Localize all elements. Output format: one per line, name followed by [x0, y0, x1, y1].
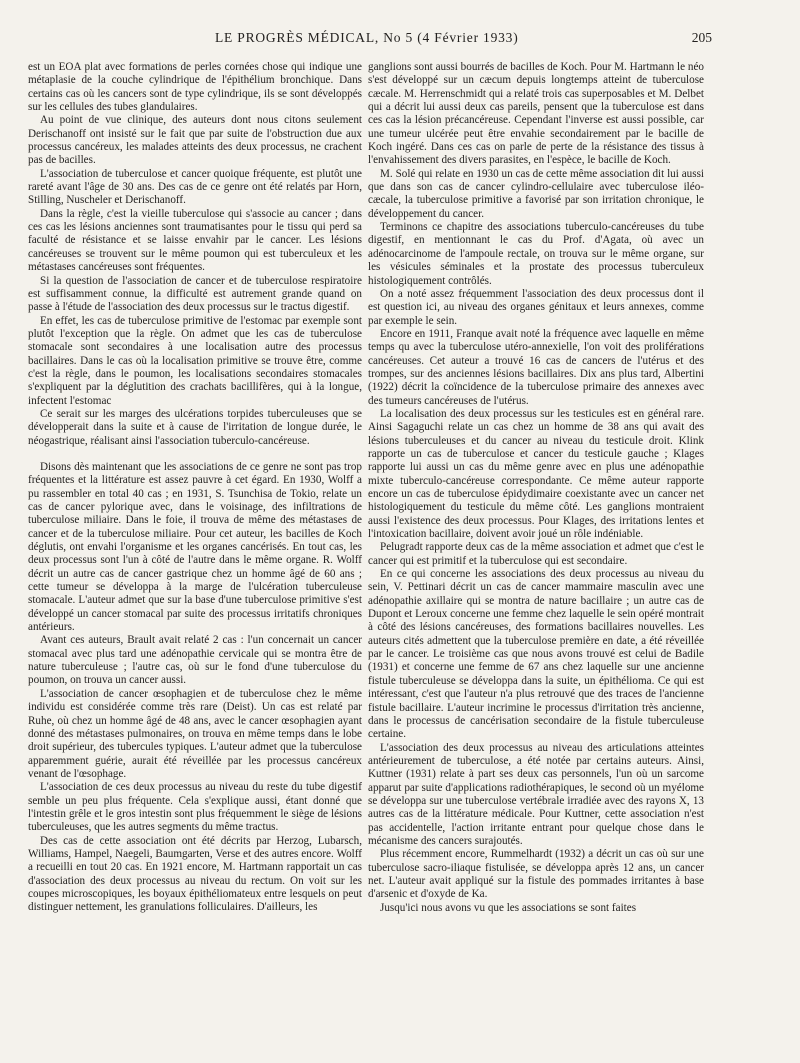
paragraph: Avant ces auteurs, Brault avait relaté 2 cas : l'un concernait un cancer stomacal avec plus tard une adénopathie cervicale qui se montra être de nature tuberculeuse ; l'autre cas, où sur le fond d'une tuberculose du poumon, on trouva un cancer aussi. [28, 634, 362, 687]
paragraph: Disons dès maintenant que les associations de ce genre ne sont pas trop fréquentes et la littérature est assez pauvre à cet égard. En 1930, Wolff a pu rassembler en total 40 cas ; en 1931, S. Tsunchisa de Tokio, relate un cas de cancer pylorique avec, dans le voisinage, des infiltrations de tuberculose miliaire. Dans le foie, il trouva de même des métastases de cancer et de la tuberculose miliaire. Pour cet auteur, les bacilles de Koch déglutis, ont envahi l'organisme et les organes cancérisés. En tout cas, les deux processus sont l'un à côté de l'autre dans le même organe. R. Wolff décrit un autre cas de cancer gastrique chez un homme âgé de 60 ans ; cette tumeur se développa à la marge de l'ulcération tuberculeuse stomacale. L'auteur admet que sur la base d'une tuberculose primitive s'est développé un cancer stomacal par suite des processus irritatifs chroniques antérieurs. [28, 460, 362, 634]
page-number: 205 [691, 30, 712, 45]
running-header [215, 30, 712, 50]
paragraph: Jusqu'ici nous avons vu que les associations se sont faites [380, 901, 637, 914]
paragraph: L'association de cancer œsophagien et de tuberculose chez le même individu est considérée comme très rare (Deist). Un cas est relaté par Ruhe, où chez un homme âgé de 48 ans, avec le cancer œsophagien ayant donné des métastases pulmonaires, on trouva en même temps dans le lobe droit supérieur, des tubercules typiques. L'auteur admet que la tuberculose apparemment guérie, aurait été réveillée par les processus cancéreux venant de l'œsophage. [28, 687, 362, 780]
paragraph: En ce qui concerne les associations des deux processus au niveau du sein, V. Pettinari décrit un cas de cancer mammaire masculin avec une adénopathie axillaire qui se montra de nature bacillaire ; un autre cas de Dupont et Leroux concerne une femme chez laquelle le sein opéré montrait à côté des lésions cancéreuses, des formations bacillaires nouvelles. Les auteurs cités admettent que la tuberculose première en date, a été réveillée par le cancer. Le troisième cas que nous avons trouvé est celui de Badile (1931) et concerne une femme de 67 ans chez laquelle sur une ancienne fistule tuberculeuse se développa dans la suite, un épithélioma. Ce qui est intéressant, c'est que l'auteur n'a plus retrouvé que des traces de l'ancienne fistule bacillaire. L'auteur incrimine le processus d'irritation très ancienne, dans le processus de cancérisation secondaire de la fistule tuberculeuse certaine. [368, 568, 704, 741]
paragraph: L'association de tuberculose et cancer quoique fréquente, est plutôt une rareté avant l'âge de 30 ans. Des cas de ce genre ont été relatés par Horn, Stilling, Nuscheler et Derischanoff. [28, 167, 362, 207]
paragraph: Terminons ce chapitre des associations tuberculo-cancéreuses du tube digestif, en mentionnant le cas du Prof. d'Agata, où avec un adénocarcinome de l'ampoule rectale, on trouva sur le même organe, sur les vésicules séminales et la prostate des processus tuberculeux histologiquement contrôlés. [368, 221, 704, 287]
paragraph: Pelugradt rapporte deux cas de la même association et admet que c'est le cancer qui est primitif et la tuberculose qui est secondaire. [368, 541, 704, 567]
paragraph: La localisation des deux processus sur les testicules est en général rare. Ainsi Sagaguchi relate un cas chez un homme de 38 ans qui avait des lésions tuberculeuses et du cancer au niveau du testicule droit. Klink rapporte un cas de tuberculose et cancer du testicule gauche ; Klages rapporte lui aussi un cas du même genre avec en plus une adénopathie mixte tuberculo-cancéreuse correspondante. Ce même auteur rapporte encore un cas de tuberculose épidydimaire coexistante avec un cancer net histologiquement du testicule du même côté. Les ganglions montraient aussi l'existence des deux processus. Pour Klages, des irritations lentes et l'intoxication bacillaire, doivent avoir joué un rôle indéniable. [368, 407, 704, 541]
paragraph: Encore en 1911, Franque avait noté la fréquence avec laquelle en même temps qu avec la tuberculose utéro-annexielle, l'on voit des proliférations cancéreuses. Cet auteur a trouvé 16 cas de cancers de l'utérus et des trompes, sur des anciennes lésions bacillaires. Dix ans plus tard, Albertini (1922) décrit la coïncidence de la tuberculose primaire des annexes avec des tumeurs cancéreuses de l'utérus. [368, 327, 704, 407]
paragraph: Au point de vue clinique, des auteurs dont nous citons seulement Derischanoff ont insisté sur le fait que par suite de l'obstruction due aux processus cancéreux, les malades atteints des deux processus, ne crachent pas de bacilles. [28, 114, 362, 167]
paragraph: Des cas de cette association ont été décrits par Herzog, Lubarsch, Williams, Hampel, Naegeli, Baumgarten, Verse et des autres encore. Wolff a recueilli en tout 20 cas. En 1921 encore, M. Hartmann rapportait un cas d'association des deux processus au niveau du rectum. On voit sur les coupes microscopiques, les boyaux épithéliomateux entre lesquels on peut distinguer nettement, les granulations folliculaires. D'ailleurs, les [28, 834, 362, 914]
paragraph: Plus récemment encore, Rummelhardt (1932) a décrit un cas où sur une tuberculose sacro-iliaque fistulisée, se développa après 12 ans, un cancer net. L'auteur avait appliqué sur la fistule des pommades irritantes à base d'arsenic et d'oxyde de Ka. [368, 848, 704, 901]
paragraph: Si la question de l'association de cancer et de tuberculose respiratoire est suffisamment connue, la difficulté est autrement grande quand on passe à l'étude de l'association des deux processus sur le tractus digestif. [28, 274, 362, 314]
paragraph: M. Solé qui relate en 1930 un cas de cette même association dit lui aussi que dans son cas de cancer cylindro-cellulaire avec tuberculose iléo-cæcale, la tuberculose primitive a favorisé par son irritation chronique, le développement du cancer. [368, 167, 704, 220]
paragraph: En effet, les cas de tuberculose primitive de l'estomac par exemple sont plutôt l'exception que la règle. On admet que les cas de tuberculose stomacale sont secondaires à une localisation autre des processus bacillaires. Dans le cas où la localisation primitive se trouve être, comme c'est la règle, dans le poumon, les localisations secondaires stomacales s'expliquent par la déglutition des crachats bacillifères, qui à la longue, infectent l'estomac [28, 314, 362, 407]
paragraph: Ce serait sur les marges des ulcérations torpides tuberculeuses que se développerait dans la suite et à cause de l'irritation de longue durée, le néogastrique, réalisant ainsi l'association tuberculo-cancéreuse. [28, 407, 362, 447]
right-column [368, 61, 704, 1051]
paragraph: On a noté assez fréquemment l'association des deux processus dont il est question ici, au niveau des organes génitaux et leurs annexes, comme par exemple le sein. [368, 287, 704, 327]
paragraph: ganglions sont aussi bourrés de bacilles de Koch. Pour M. Hartmann le néo s'est développé sur un cæcum depuis longtemps atteint de tuberculose cæcale. M. Herrenschmidt qui a relaté trois cas superposables et M. Delbet qui a décrit lui aussi deux cas pareils, pensent que la tuberculose est dans ces cas la lésion précancéreuse. Cependant l'inverse est aussi possible, car une tumeur ulcérée peut être envahie secondairement par le bacille de Koch ingéré. Dans ces cas on parle de perte de la résistance des tissus à l'envahissement des divers parasites, en l'espèce, le bacille de Koch. [368, 61, 704, 167]
left-column [28, 61, 362, 1051]
paragraph: L'association des deux processus au niveau des articulations atteintes antérieurement de tuberculose, a été notée par certains auteurs. Ainsi, Kuttner (1931) relate à part ses deux cas personnels, l'un où un sarcome apparut par suite d'applications radiothérapiques, le second où un myélome se développa sur une tuberculose vertébrale irradiée avec des rayons X, 13 autres cas de la littérature médicale. Pour Kuttner, cette association n'est pas accidentelle, l'action irritante entrant pour quelque chose dans le mécanisme des cancers surajoutés. [368, 741, 704, 847]
paragraph: L'association de ces deux processus au niveau du reste du tube digestif semble un peu plus fréquente. Cela s'explique aussi, étant donné que l'intestin grêle et le gros intestin sont plus fréquemment le siège de lésions tuberculeuses, que les autres segments du même tractus. [28, 781, 362, 834]
paragraph: est un EOA plat avec formations de perles cornées chose qui indique une métaplasie de la couche cylindrique de l'épithélium bronchique. Dans certains cas où les cancers sont de type cylindrique, ils se sont développés sur les cellules des tubes glandulaires. [28, 61, 362, 114]
journal-title: LE PROGRÈS MÉDICAL, No 5 (4 Février 1933) [215, 30, 519, 45]
paragraph: Dans la règle, c'est la vieille tuberculose qui s'associe au cancer ; dans ces cas les lésions anciennes sont traumatisantes pour le tissu qui perd sa faculté de résistance et se laisse envahir par le cancer. Les lésions cancéreuses se trouvent sur le même poumon qui est tuberculeux et les métastases cancéreuses sont fréquentes. [28, 207, 362, 274]
